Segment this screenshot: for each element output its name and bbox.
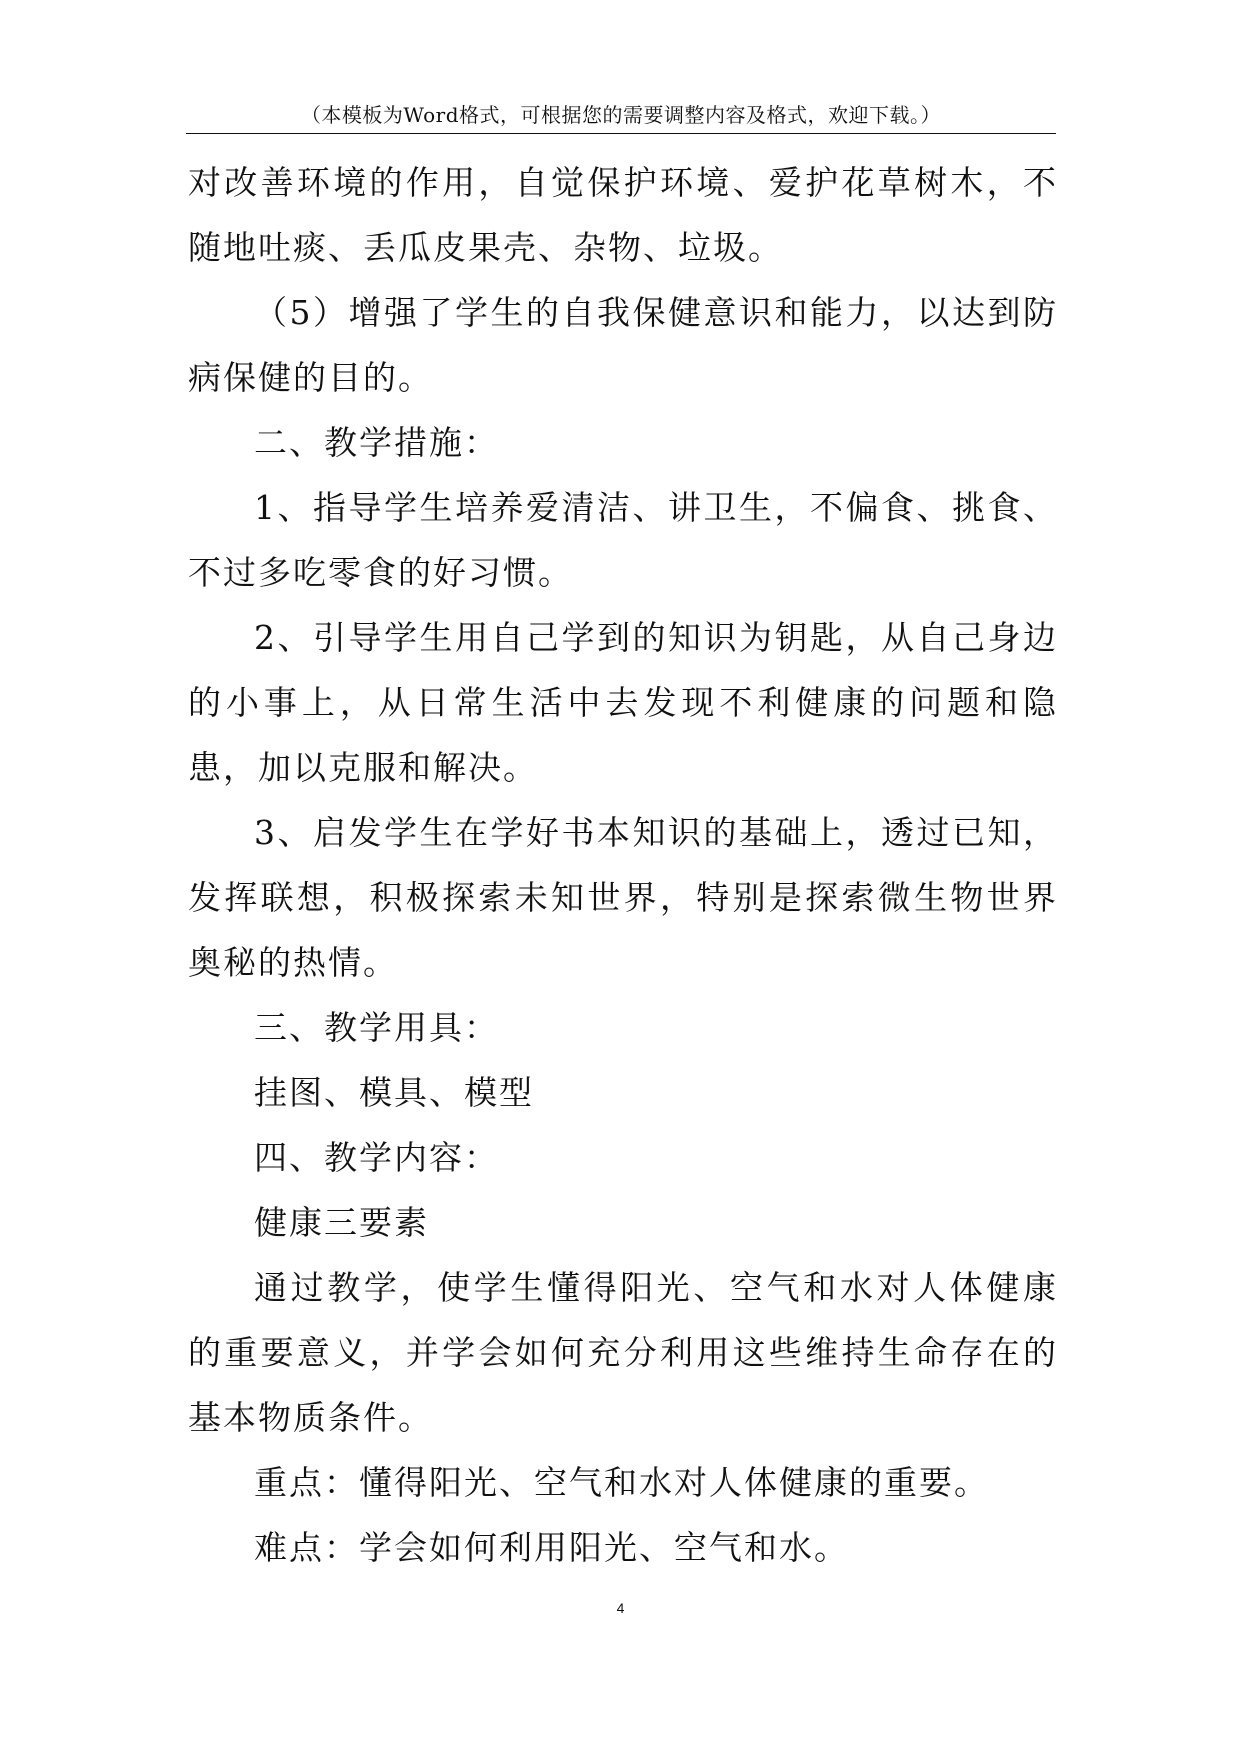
- section-heading-content: 四、教学内容：: [254, 1138, 499, 1177]
- paragraph-measure-3: 3、启发学生在学好书本知识的基础上，透过已知，发挥联想，积极探索未知世界，特别是探索微生物世界奥秘的热情。: [188, 813, 1058, 982]
- header-divider: [186, 133, 1056, 134]
- page-header-note: （本模板为Word格式，可根据您的需要调整内容及格式，欢迎下载。）: [300, 103, 942, 127]
- paragraph-point-5: （5）增强了学生的自我保健意识和能力，以达到防病保健的目的。: [188, 293, 1058, 397]
- document-body: [188, 150, 1058, 1580]
- paragraph-lesson-goal: 通过教学，使学生懂得阳光、空气和水对人体健康的重要意义，并学会如何充分利用这些维持生命存在的基本物质条件。: [188, 1268, 1058, 1437]
- paragraph-difficulty: 难点：学会如何利用阳光、空气和水。: [254, 1528, 849, 1567]
- paragraph-measure-2: 2、引导学生用自己学到的知识为钥匙，从自己身边的小事上，从日常生活中去发现不利健康的问题和隐患，加以克服和解决。: [188, 618, 1058, 787]
- lesson-title: 健康三要素: [254, 1203, 429, 1242]
- section-heading-tools: 三、教学用具：: [254, 1008, 499, 1047]
- paragraph-tools: 挂图、模具、模型: [254, 1073, 534, 1112]
- paragraph-key-point: 重点：懂得阳光、空气和水对人体健康的重要。: [254, 1463, 989, 1502]
- page-number: 4: [616, 1600, 625, 1616]
- paragraph-measure-1: 1、指导学生培养爱清洁、讲卫生，不偏食、挑食、不过多吃零食的好习惯。: [188, 488, 1058, 592]
- section-heading-measures: 二、教学措施：: [254, 423, 499, 462]
- paragraph-continuation: 对改善环境的作用，自觉保护环境、爱护花草树木，不随地吐痰、丢瓜皮果壳、杂物、垃圾。: [188, 163, 1058, 267]
